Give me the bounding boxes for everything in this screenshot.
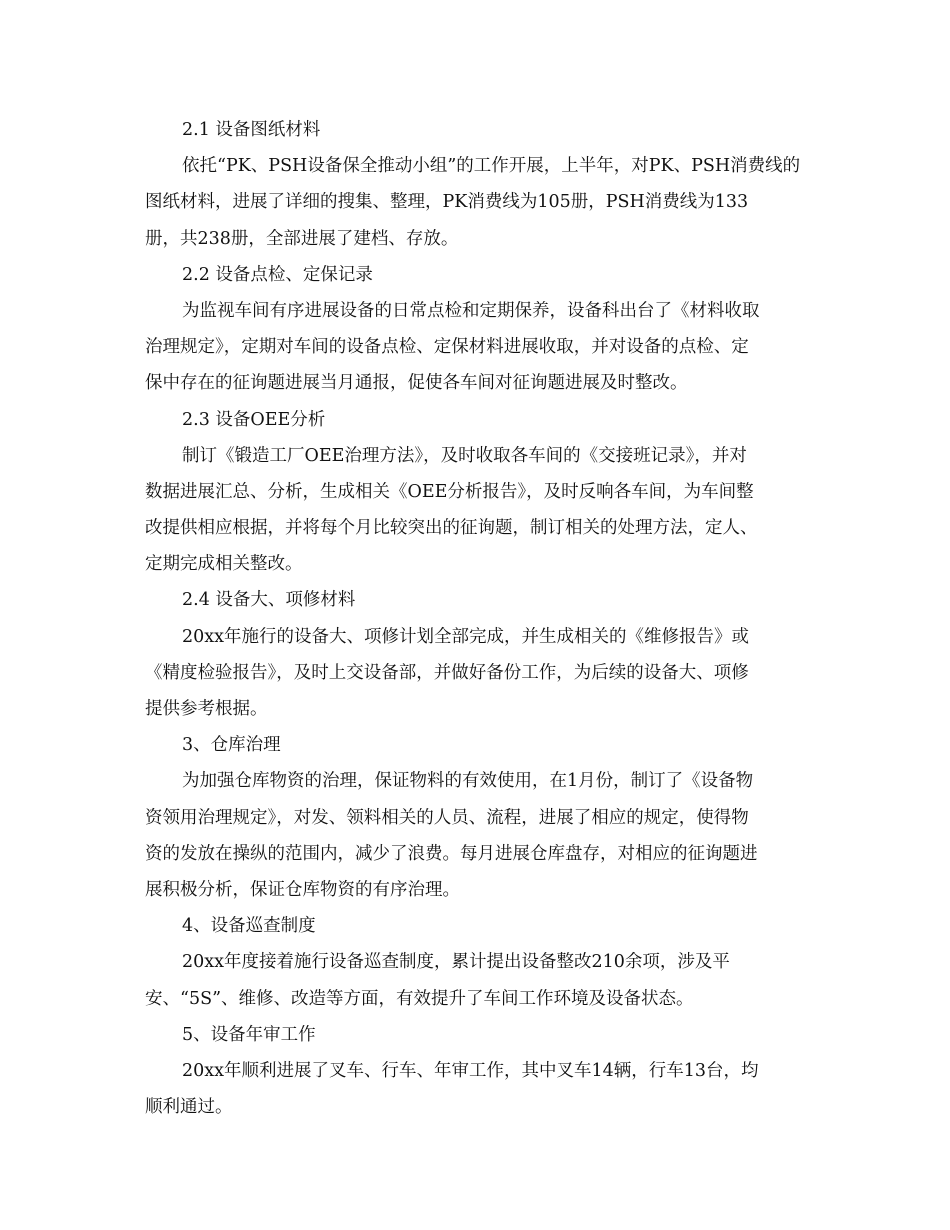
paragraph-line: 《精度检验报告》，及时上交设备部，并做好备份工作，为后续的设备大、项修: [145, 662, 749, 683]
section-heading: [145, 257, 810, 293]
paragraph: [145, 148, 810, 257]
paragraph-line: 图纸材料，进展了详细的搜集、整理，PK消费线为105册，PSH消费线为133: [145, 192, 749, 213]
section-heading: [145, 727, 810, 763]
heading-text: 5、设备年审工作: [182, 1024, 316, 1045]
heading-text: 2.1 设备图纸材料: [182, 120, 321, 140]
paragraph-line: 20xx年施行的设备大、项修计划全部完成，并生成相关的《维修报告》或: [182, 626, 750, 647]
paragraph-line: 定期完成相关整改。: [145, 554, 303, 575]
section-heading: [145, 402, 810, 438]
heading-text: 4、设备巡查制度: [182, 916, 316, 937]
heading-text: 2.3 设备OEE分析: [182, 409, 326, 430]
paragraph-line: 为监视车间有序进展设备的日常点检和定期保养，设备科出台了《材料收取: [182, 300, 760, 321]
document-body: [145, 112, 810, 1125]
paragraph-line: 资领用治理规定》，对发、领料相关的人员、流程，进展了相应的规定，使得物: [145, 807, 749, 828]
heading-text: 2.2 设备点检、定保记录: [182, 264, 373, 285]
paragraph: [145, 438, 810, 583]
paragraph-line: 依托“PK、PSH设备保全推动小组”的工作开展，上半年，对PK、PSH消费线的: [182, 156, 801, 177]
paragraph-line: 顺利通过。: [145, 1097, 233, 1118]
paragraph-line: 20xx年顺利进展了叉车、行车、年审工作，其中叉车14辆，行车13台，均: [182, 1060, 759, 1081]
paragraph: [145, 1053, 810, 1125]
paragraph-line: 制订《锻造工厂OEE治理方法》，及时收取各车间的《交接班记录》，并对: [182, 445, 747, 466]
paragraph-line: 安、“5S”、维修、改造等方面，有效提升了车间工作环境及设备状态。: [145, 988, 694, 1009]
section-heading: [145, 1017, 810, 1053]
paragraph-line: 改提供相应根据，并将每个月比较突出的征询题，制订相关的处理方法，定人、: [145, 518, 758, 539]
paragraph: [145, 944, 810, 1016]
section-heading: [145, 582, 810, 618]
heading-text: 2.4 设备大、项修材料: [182, 590, 356, 611]
heading-text: 3、仓库治理: [182, 735, 281, 756]
paragraph-line: 为加强仓库物资的治理，保证物料的有效使用，在1月份，制订了《设备物: [182, 771, 754, 792]
paragraph: [145, 293, 810, 402]
paragraph-line: 资的发放在操纵的范围内，减少了浪费。每月进展仓库盘存，对相应的征询题进: [145, 843, 758, 864]
paragraph-line: 提供参考根据。: [145, 699, 268, 719]
paragraph-line: 展积极分析，保证仓库物资的有序治理。: [145, 879, 460, 900]
paragraph: [145, 763, 810, 908]
paragraph-line: 20xx年度接着施行设备巡查制度，累计提出设备整改210余项，涉及平: [182, 952, 730, 973]
paragraph-line: 保中存在的征询题进展当月通报，促使各车间对征询题进展及时整改。: [145, 373, 688, 394]
section-heading: [145, 112, 810, 148]
section-heading: [145, 908, 810, 944]
paragraph-line: 册，共238册，全部进展了建档、存放。: [145, 228, 459, 249]
paragraph: [145, 619, 810, 728]
paragraph-line: 数据进展汇总、分析，生成相关《OEE分析报告》，及时反响各车间，为车间整: [145, 481, 754, 502]
paragraph-line: 治理规定》，定期对车间的设备点检、定保材料进展收取，并对设备的点检、定: [145, 337, 749, 358]
